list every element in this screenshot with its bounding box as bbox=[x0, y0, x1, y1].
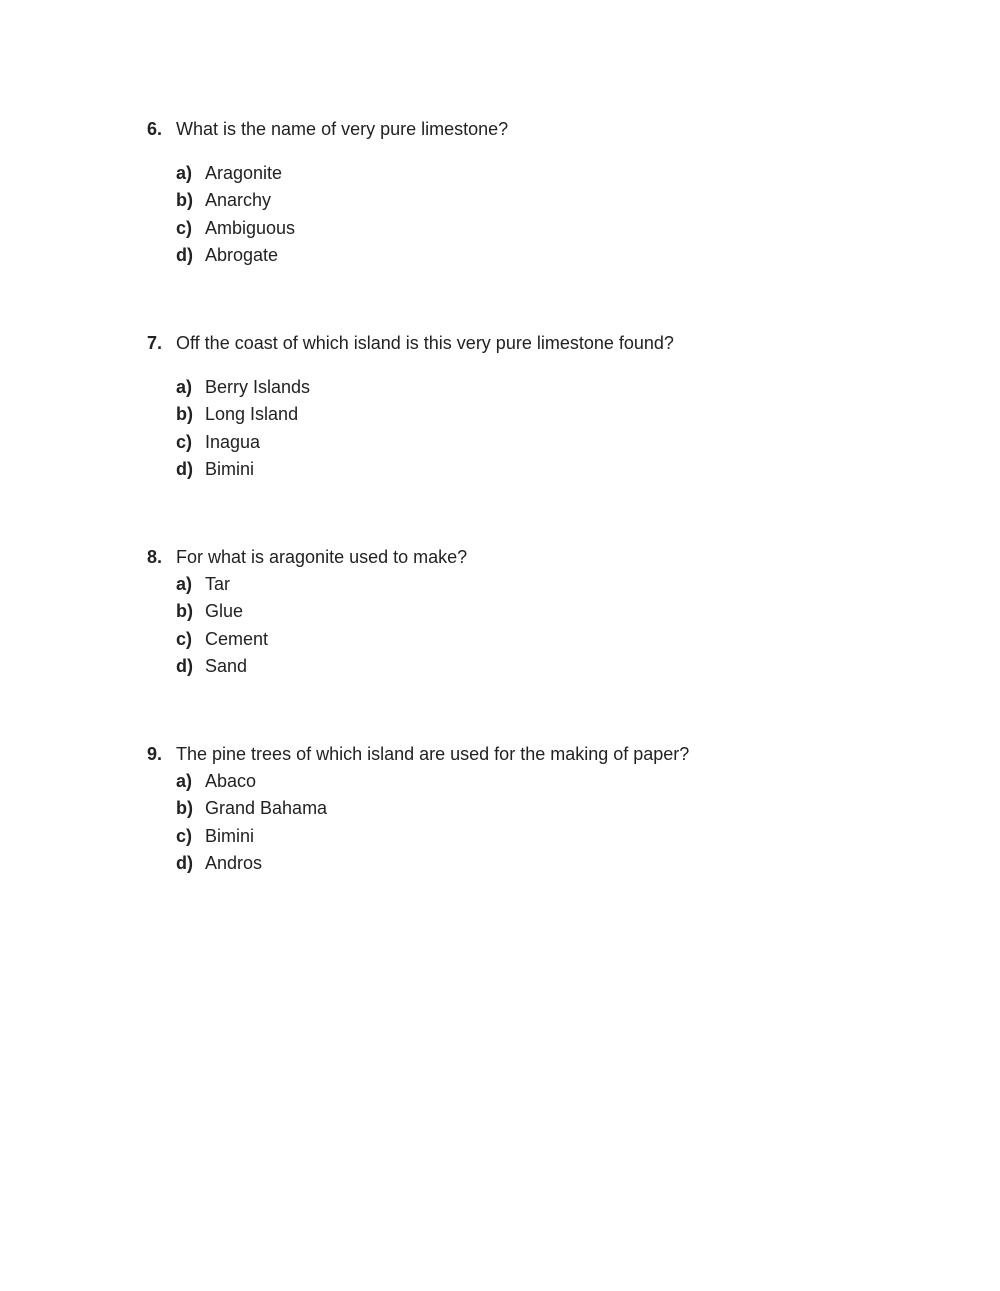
option-b bbox=[176, 599, 847, 626]
option-c bbox=[176, 430, 847, 457]
answer-options bbox=[176, 375, 847, 484]
option-text: Cement bbox=[205, 628, 269, 649]
option-letter: a) bbox=[176, 574, 193, 594]
option-a bbox=[176, 572, 847, 599]
question-6 bbox=[147, 117, 847, 270]
option-text: Abrogate bbox=[205, 244, 279, 265]
question-8 bbox=[147, 545, 847, 681]
option-letter: a) bbox=[176, 377, 193, 397]
option-text: Berry Islands bbox=[205, 377, 311, 397]
option-letter: b) bbox=[176, 601, 193, 622]
option-letter: b) bbox=[176, 190, 193, 211]
answer-options bbox=[176, 161, 847, 270]
question-prompt bbox=[147, 545, 847, 569]
option-letter: c) bbox=[176, 825, 193, 846]
option-letter: a) bbox=[176, 163, 193, 183]
option-letter: c) bbox=[176, 628, 193, 649]
option-letter: d) bbox=[176, 655, 193, 676]
question-number: 7. bbox=[147, 333, 163, 353]
option-text: Long Island bbox=[205, 404, 299, 425]
question-text: What is the name of very pure limestone? bbox=[176, 119, 509, 139]
question-prompt bbox=[147, 117, 847, 141]
question-number: 6. bbox=[147, 119, 163, 139]
option-text: Inagua bbox=[205, 431, 261, 452]
option-d bbox=[176, 654, 847, 681]
answer-options bbox=[176, 769, 847, 878]
option-text: Aragonite bbox=[205, 163, 283, 183]
option-d bbox=[176, 851, 847, 878]
option-text: Andros bbox=[205, 852, 263, 873]
option-c bbox=[176, 824, 847, 851]
question-prompt bbox=[147, 331, 847, 355]
answer-options bbox=[176, 572, 847, 681]
option-letter: a) bbox=[176, 771, 193, 791]
option-text: Anarchy bbox=[205, 190, 272, 211]
option-letter: b) bbox=[176, 404, 193, 425]
option-a bbox=[176, 375, 847, 402]
option-a bbox=[176, 161, 847, 188]
option-letter: c) bbox=[176, 431, 193, 452]
option-letter: d) bbox=[176, 458, 193, 479]
option-d bbox=[176, 243, 847, 270]
option-letter: d) bbox=[176, 852, 193, 873]
option-text: Abaco bbox=[205, 771, 257, 791]
option-c bbox=[176, 627, 847, 654]
option-c bbox=[176, 216, 847, 243]
option-text: Tar bbox=[205, 574, 231, 594]
option-text: Grand Bahama bbox=[205, 798, 328, 819]
question-text: The pine trees of which island are used for the making of paper? bbox=[176, 744, 690, 764]
question-number: 8. bbox=[147, 547, 163, 567]
option-text: Bimini bbox=[205, 825, 255, 846]
question-9 bbox=[147, 742, 847, 878]
option-letter: c) bbox=[176, 217, 193, 238]
option-b bbox=[176, 796, 847, 823]
option-d bbox=[176, 457, 847, 484]
option-text: Bimini bbox=[205, 458, 255, 479]
question-text: Off the coast of which island is this very pure limestone found? bbox=[176, 333, 674, 353]
option-b bbox=[176, 402, 847, 429]
option-text: Ambiguous bbox=[205, 217, 296, 238]
option-letter: d) bbox=[176, 244, 193, 265]
option-a bbox=[176, 769, 847, 796]
question-7 bbox=[147, 331, 847, 484]
option-text: Glue bbox=[205, 601, 244, 622]
question-number: 9. bbox=[147, 744, 163, 764]
question-prompt bbox=[147, 742, 847, 766]
question-text: For what is aragonite used to make? bbox=[176, 547, 468, 567]
option-letter: b) bbox=[176, 798, 193, 819]
option-b bbox=[176, 188, 847, 215]
option-text: Sand bbox=[205, 655, 248, 676]
